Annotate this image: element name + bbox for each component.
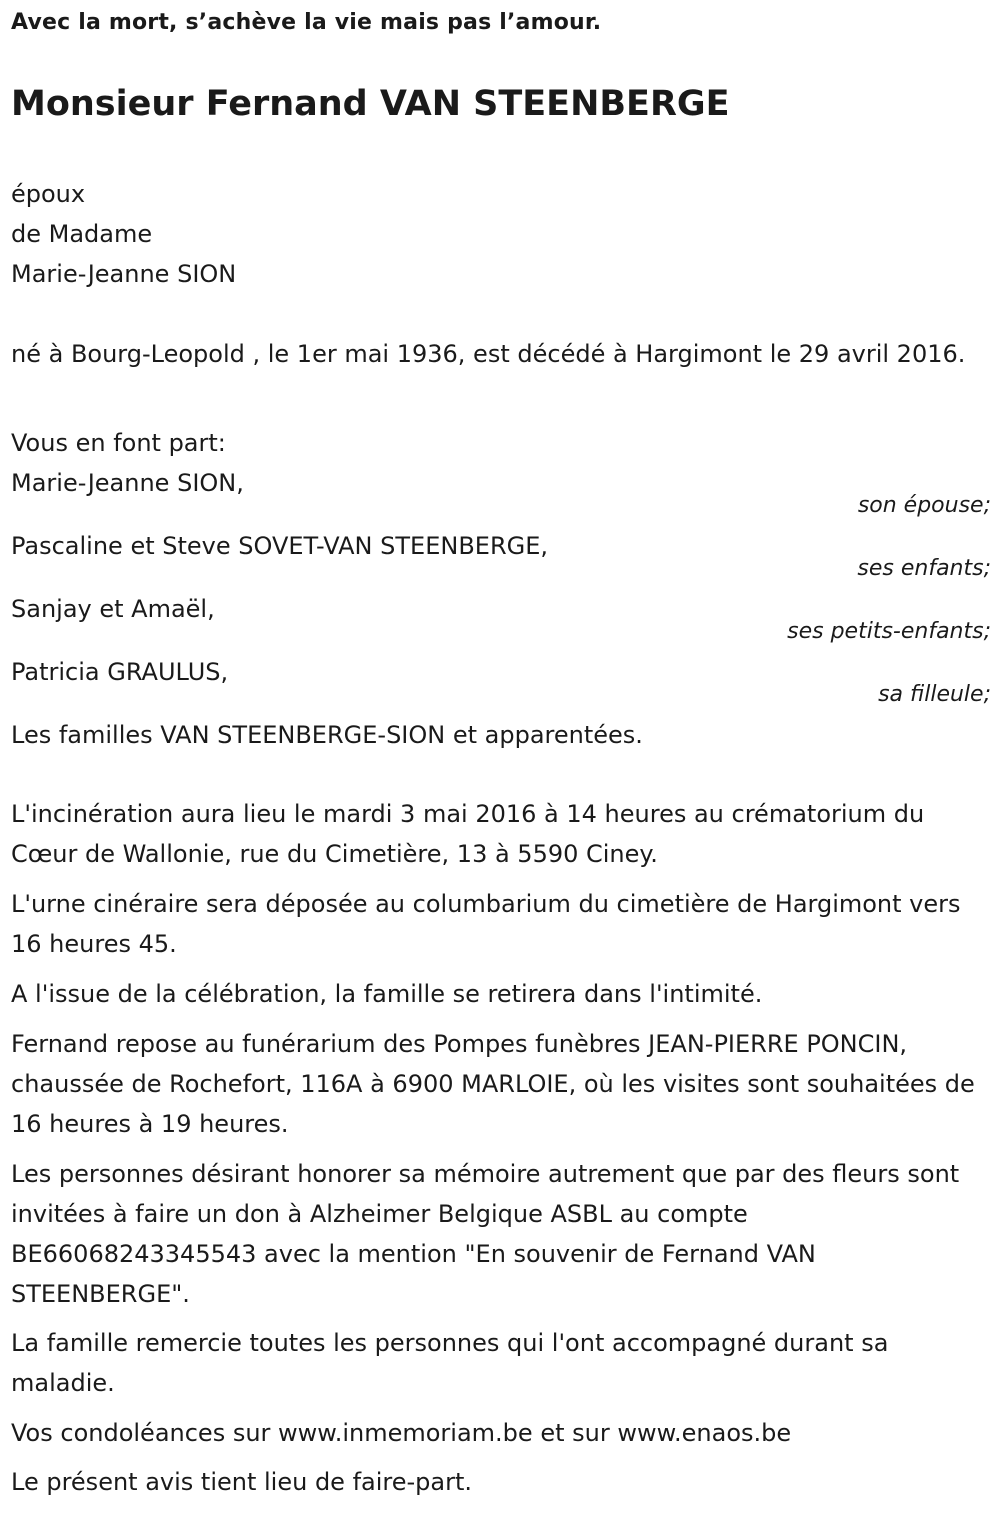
cremation-paragraph: L'incinération aura lieu le mardi 3 mai 2016 à 14 heures au crématorium du Cœur de Wallonie, rue du Cimetière, 13 à 5590 Ciney. — [11, 800, 925, 868]
thanks-paragraph: La famille remercie toutes les personnes qui l'ont accompagné durant sa maladie. — [11, 1329, 889, 1397]
birth-death-text: né à Bourg-Leopold , le 1er mai 1936, est décédé à Hargimont le 29 avril 2016. — [11, 340, 966, 368]
mourner-name-text: Sanjay et Amaël, — [11, 595, 215, 623]
funerarium-paragraph: Fernand repose au funérarium des Pompes funèbres JEAN-PIERRE PONCIN, chaussée de Rochefort, 116A à 6900 MARLOIE, où les visites sont souhaitées de 16 heures à 19 heures. — [11, 1030, 975, 1138]
mourner-role: ses enfants; — [857, 556, 991, 581]
mourner-name — [11, 463, 986, 503]
families-line — [11, 715, 986, 755]
donation-paragraph: Les personnes désirant honorer sa mémoire autrement que par des fleurs sont invitées à faire un don à Alzheimer Belgique ASBL au compte BE66068243345543 avec la mention "En souvenir de Fernand VAN STEENBERGE". — [11, 1160, 960, 1308]
spouse-line: Marie-Jeanne SION — [11, 260, 237, 288]
mourner-role: ses petits-enfants; — [787, 619, 991, 644]
mourner-name — [11, 652, 986, 692]
deceased-name-title: Monsieur Fernand VAN STEENBERGE — [11, 84, 730, 124]
spouse-line: époux — [11, 180, 86, 208]
motto-heading: Avec la mort, s’achève la vie mais pas l’amour. — [11, 10, 602, 35]
announcement-intro — [11, 423, 986, 463]
mourner-name-text: Marie-Jeanne SION, — [11, 469, 244, 497]
spouse-line: de Madame — [11, 220, 153, 248]
spouse-block — [11, 174, 986, 294]
condolences-paragraph: Vos condoléances sur www.inmemoriam.be et sur www.enaos.be — [11, 1419, 792, 1447]
mourner-role: son épouse; — [857, 493, 991, 518]
urn-paragraph: L'urne cinéraire sera déposée au columbarium du cimetière de Hargimont vers 16 heures 45. — [11, 890, 961, 958]
mourner-role: sa filleule; — [878, 682, 991, 707]
families-text: Les familles VAN STEENBERGE-SION et apparentées. — [11, 721, 643, 749]
mourner-name — [11, 526, 986, 566]
mourner-name-text: Patricia GRAULUS, — [11, 658, 229, 686]
announcement-intro-text: Vous en font part: — [11, 429, 226, 457]
notice-paragraph: Le présent avis tient lieu de faire-part. — [11, 1468, 473, 1496]
intimacy-paragraph: A l'issue de la célébration, la famille se retirera dans l'intimité. — [11, 980, 763, 1008]
mourner-name-text: Pascaline et Steve SOVET-VAN STEENBERGE, — [11, 532, 549, 560]
